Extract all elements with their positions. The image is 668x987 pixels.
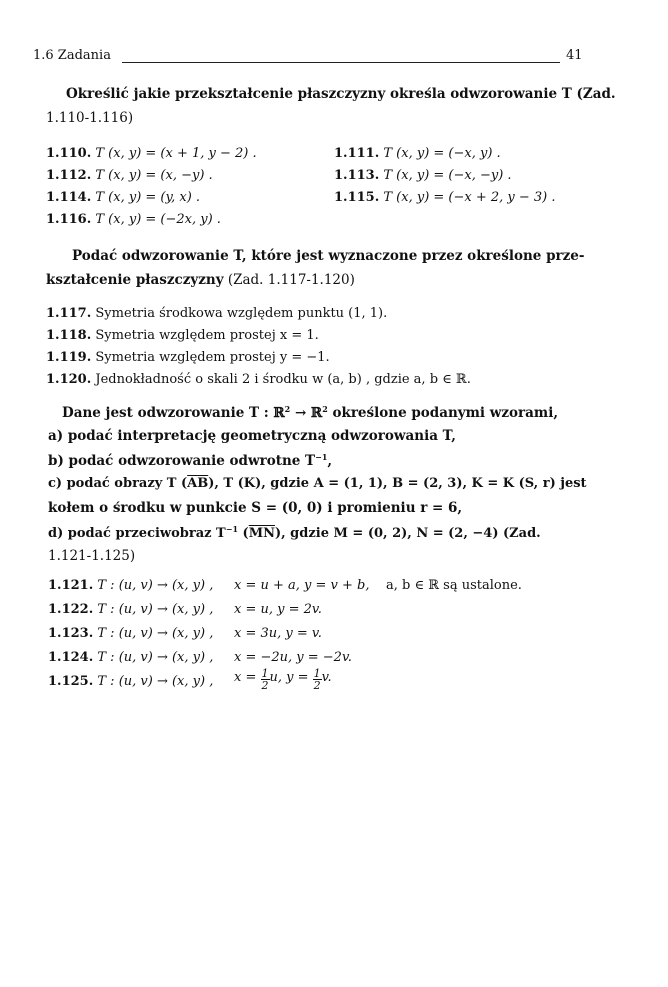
- section2-intro-line1: Podać odwzorowanie T, które jest wyznaczone przez określone prze-: [72, 248, 585, 264]
- problem-1-125: [48, 674, 213, 691]
- problem-number: 1.122.: [48, 602, 94, 617]
- section3-line6-a: d) podać przeciwobraz T: [48, 526, 226, 541]
- problem-map: T : (u, v) → (x, y) ,: [97, 578, 214, 593]
- fraction-numerator: 1: [261, 667, 269, 680]
- problem-formula-fraction: [234, 668, 332, 691]
- formula-u: u,: [269, 670, 283, 685]
- problem-map: T : (u, v) → (x, y) ,: [97, 626, 214, 641]
- section2-intro-bold: kształcenie płaszczyzny: [46, 272, 224, 288]
- problem-number: 1.124.: [48, 650, 94, 665]
- problem-number: 1.119.: [46, 350, 92, 365]
- section3-line3-a: b) podać odwzorowanie odwrotne T: [48, 453, 316, 469]
- problem-formula: x = −2u, y = −2v.: [234, 650, 352, 665]
- section2-intro-rest: (Zad. 1.117-1.120): [223, 272, 355, 288]
- problem-number: 1.112.: [46, 168, 92, 183]
- formula-x: x =: [234, 670, 257, 685]
- problem-number: 1.117.: [46, 306, 92, 321]
- problem-text: Symetria środkowa względem punktu (1, 1).: [95, 306, 388, 321]
- problem-text: Symetria względem prostej x = 1.: [95, 328, 319, 343]
- fraction-denominator: 2: [261, 679, 269, 692]
- superscript: 2: [322, 404, 328, 414]
- problem-1-116: [46, 212, 221, 229]
- problem-1-120: [46, 372, 471, 389]
- problem-formula: T (x, y) = (−2x, y) .: [95, 212, 221, 227]
- problem-formula: x = u, y = 2v.: [234, 602, 322, 617]
- problem-formula: T (x, y) = (x + 1, y − 2) .: [95, 146, 257, 161]
- problem-1-111: [334, 146, 501, 163]
- problem-1-119: [46, 350, 330, 367]
- problem-number: 1.125.: [48, 674, 94, 689]
- section3-line5: kołem o środku w punkcie S = (0, 0) i promieniu r = 6,: [48, 500, 463, 516]
- problem-number: 1.118.: [46, 328, 92, 343]
- problem-1-124: [48, 650, 213, 667]
- problem-map: T : (u, v) → (x, y) ,: [97, 674, 214, 689]
- fraction-half: [313, 668, 322, 691]
- header-rule: [122, 62, 560, 63]
- formula-v: v.: [321, 670, 332, 685]
- section3-line3-b: ,: [327, 453, 333, 469]
- section1-intro-line2: 1.110-1.116): [46, 110, 134, 126]
- problem-number: 1.114.: [46, 190, 92, 205]
- problem-1-122: [48, 602, 213, 619]
- formula-y: y =: [286, 670, 309, 685]
- problem-formula: T (x, y) = (x, −y) .: [95, 168, 213, 183]
- section3-line1-b: → ℝ: [290, 405, 323, 421]
- problem-number: 1.111.: [334, 146, 380, 161]
- problem-map: T : (u, v) → (x, y) ,: [97, 602, 214, 617]
- problem-formula: T (x, y) = (−x + 2, y − 3) .: [383, 190, 556, 205]
- section3-line6-b: (: [238, 526, 249, 541]
- section3-line6: [48, 524, 541, 543]
- fraction-numerator: 1: [313, 667, 321, 680]
- superscript: −1: [315, 452, 328, 462]
- problem-number: 1.121.: [48, 578, 94, 593]
- section1-intro-line1: Określić jakie przekształcenie płaszczyzny określa odwzorowanie T (Zad.: [66, 86, 616, 102]
- fraction-denominator: 2: [313, 679, 321, 692]
- problem-number: 1.116.: [46, 212, 92, 227]
- problem-1-121: [48, 578, 213, 595]
- section3-line6-c: ), gdzie M = (0, 2), N = (2, −4) (Zad.: [274, 526, 541, 541]
- problem-1-114: [46, 190, 200, 207]
- page-number: 41: [566, 48, 583, 63]
- section3-line7: 1.121-1.125): [48, 548, 136, 564]
- problem-note: a, b ∈ ℝ są ustalone.: [386, 578, 522, 593]
- problem-1-118: [46, 328, 319, 345]
- problem-number: 1.120.: [46, 372, 92, 387]
- problem-formula: T (x, y) = (y, x) .: [95, 190, 201, 205]
- segment-ab: $\overline{AB}$: [187, 476, 209, 491]
- problem-1-115: [334, 190, 556, 207]
- section3-line4: [48, 476, 587, 493]
- problem-text: Symetria względem prostej y = −1.: [95, 350, 330, 365]
- problem-formula: x = u + a, y = v + b,: [234, 578, 370, 593]
- section3-line4-a: c) podać obrazy T (: [48, 476, 188, 491]
- problem-1-113: [334, 168, 512, 185]
- fraction-half: [261, 668, 270, 691]
- problem-map: T : (u, v) → (x, y) ,: [97, 650, 214, 665]
- problem-text: Jednokładność o skali 2 i środku w (a, b) , gdzie a, b ∈ ℝ.: [95, 372, 471, 387]
- problem-formula: x = 3u, y = v.: [234, 626, 322, 641]
- superscript: −1: [225, 524, 239, 534]
- running-title: 1.6 Zadania: [33, 48, 111, 63]
- problem-number: 1.110.: [46, 146, 92, 161]
- section3-line3: [48, 452, 332, 471]
- problem-formula: T (x, y) = (−x, −y) .: [383, 168, 512, 183]
- problem-1-112: [46, 168, 213, 185]
- section2-intro-line2: [46, 272, 355, 290]
- section3-line1-c: określone podanymi wzorami,: [327, 405, 559, 421]
- problem-number: 1.123.: [48, 626, 94, 641]
- problem-1-117: [46, 306, 387, 323]
- section3-line1-a: Dane jest odwzorowanie T : ℝ: [62, 405, 285, 421]
- problem-1-123: [48, 626, 213, 643]
- superscript: 2: [284, 404, 291, 414]
- section3-line2: a) podać interpretację geometryczną odwzorowania T,: [48, 428, 456, 444]
- segment-mn: $\overline{MN}$: [248, 526, 275, 541]
- section3-line4-b: ), T (K), gdzie A = (1, 1), B = (2, 3), K = K (S, r) jest: [208, 476, 587, 491]
- problem-1-110: [46, 146, 257, 163]
- problem-number: 1.115.: [334, 190, 380, 205]
- problem-number: 1.113.: [334, 168, 380, 183]
- section3-line1: [62, 404, 558, 423]
- problem-formula: T (x, y) = (−x, y) .: [383, 146, 501, 161]
